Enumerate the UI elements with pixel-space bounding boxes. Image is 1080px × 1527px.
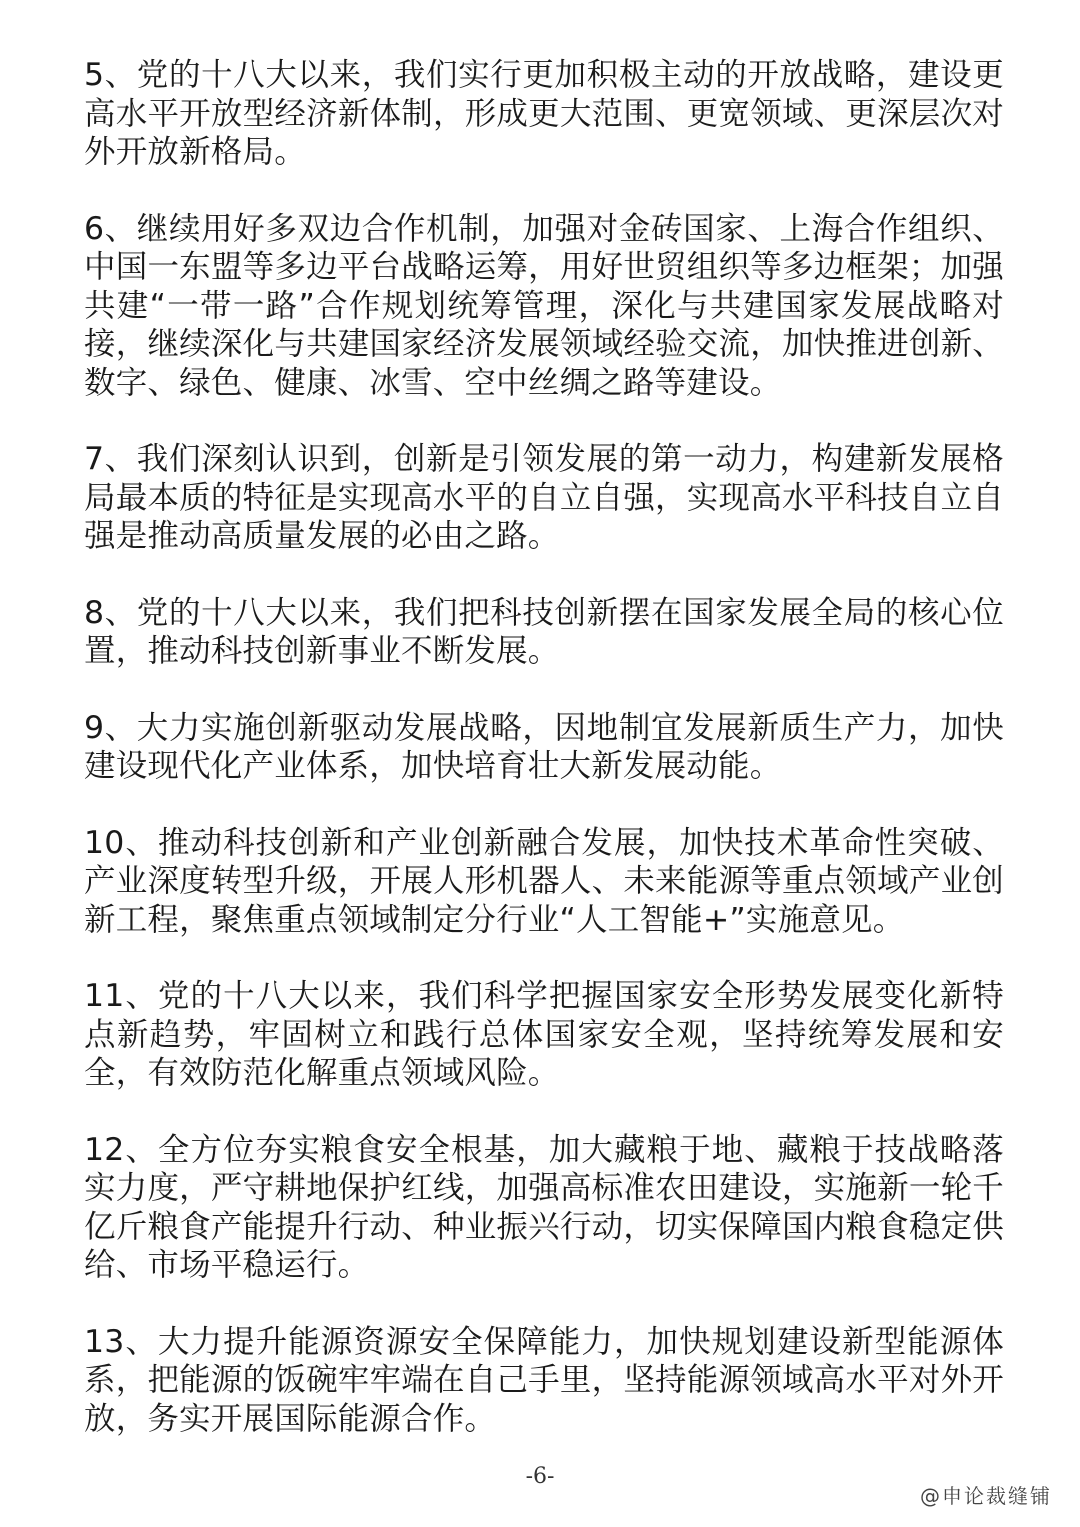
document-body (84, 56, 1004, 1476)
paragraph-13: 13、大力提升能源资源安全保障能力，加快规划建设新型能源体系，把能源的饭碗牢牢端在自己手里，坚持能源领域高水平对外开放，务实开展国际能源合作。 (84, 1323, 1004, 1437)
paragraph-5: 5、党的十八大以来，我们实行更加积极主动的开放战略，建设更高水平开放型经济新体制，形成更大范围、更宽领域、更深层次对外开放新格局。 (84, 57, 1004, 170)
paragraph-7: 7、我们深刻认识到，创新是引领发展的第一动力，构建新发展格局最本质的特征是实现高水平的自立自强，实现高水平科技自立自强是推动高质量发展的必由之路。 (84, 441, 1004, 554)
paragraph-9: 9、大力实施创新驱动发展战略，因地制宜发展新质生产力，加快建设现代化产业体系，加快培育壮大新发展动能。 (84, 709, 1004, 784)
page-number: -6- (525, 1464, 555, 1489)
watermark: @申论裁缝铺 (920, 1484, 1052, 1508)
paragraph-8: 8、党的十八大以来，我们把科技创新摆在国家发展全局的核心位置，推动科技创新事业不断发展。 (84, 594, 1004, 669)
paragraph-6: 6、继续用好多双边合作机制，加强对金砖国家、上海合作组织、中国一东盟等多边平台战略运筹，用好世贸组织等多边框架；加强共建“一带一路”合作规划统筹管理，深化与共建国家发展战略对接，继续深化与共建国家经济发展领域经验交流，加快推进创新、数字、绿色、健康、冰雪、空中丝绸之路等建设。 (84, 210, 1004, 401)
paragraph-12: 12、全方位夯实粮食安全根基，加大藏粮于地、藏粮于技战略落实力度，严守耕地保护红线，加强高标准农田建设，实施新一轮千亿斤粮食产能提升行动、种业振兴行动，切实保障国内粮食稳定供给、市场平稳运行。 (84, 1131, 1004, 1283)
paragraph-10: 10、推动科技创新和产业创新融合发展，加快技术革命性突破、产业深度转型升级，开展人形机器人、未来能源等重点领域产业创新工程，聚焦重点领域制定分行业“人工智能+”实施意见。 (84, 824, 1004, 938)
paragraph-11: 11、党的十八大以来，我们科学把握国家安全形势发展变化新特点新趋势，牢固树立和践行总体国家安全观，坚持统筹发展和安全，有效防范化解重点领域风险。 (84, 978, 1004, 1091)
